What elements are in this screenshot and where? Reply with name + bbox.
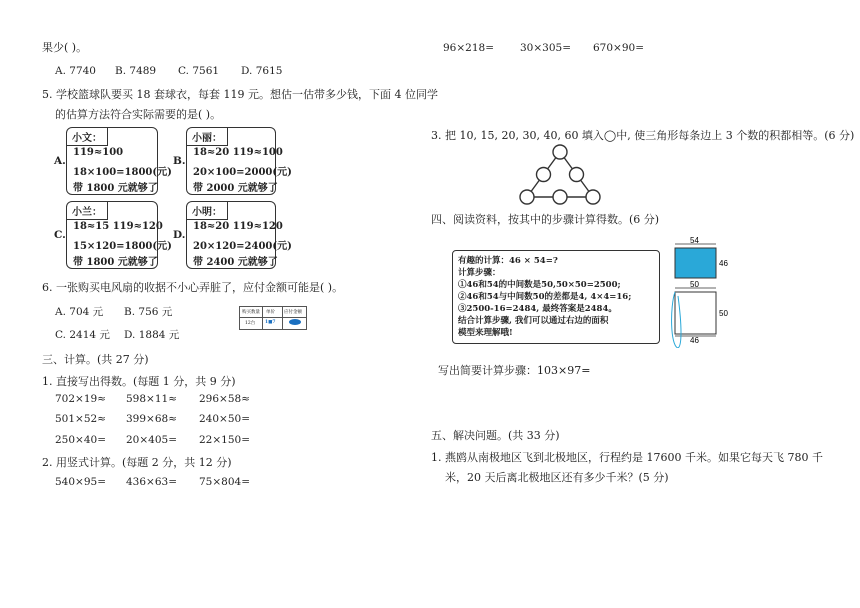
card-line: 18≈20 119≈100: [193, 147, 283, 158]
area-model-diagram: [668, 236, 738, 348]
triangle-circle-diagram: [515, 142, 605, 208]
card-line: 带 1800 元就够了: [73, 257, 158, 268]
student-name: 小明：: [187, 202, 228, 220]
card-line: 18×100=1800(元): [73, 167, 172, 178]
question-5-line-1: 5. 学校篮球队要买 18 套球衣，每套 119 元。想估一估带多少钱，下面 4 位同学: [42, 88, 438, 101]
q6-option-c: C. 2414 元: [55, 329, 110, 341]
q6-option-d: D. 1884 元: [124, 329, 180, 341]
student-name: 小文：: [67, 128, 108, 146]
q4-option-c: C. 7561: [178, 65, 220, 77]
calc-question-1-title: 1. 直接写出得数。(每题 1 分，共 9 分): [42, 375, 236, 388]
vertical-calc: 96×218=: [443, 42, 494, 54]
area-rect-54x46: [675, 248, 716, 278]
estimate-card-c: [66, 201, 172, 269]
receipt-price: 1■7: [265, 320, 276, 325]
q4-option-b: B. 7489: [115, 65, 157, 77]
receipt-header-total: 应付金额: [284, 310, 302, 315]
q6-option-a: A. 704 元: [55, 306, 104, 318]
oral-calc: 250×40=: [55, 434, 106, 446]
oral-calc: 702×19≈: [55, 393, 106, 405]
question-5-line-2: 的估算方法符合实际需要的是( )。: [55, 108, 222, 121]
vertical-calc: 75×804=: [199, 476, 250, 488]
steps-prompt: 写出简要计算步骤：103×97=: [438, 364, 591, 377]
option-b-label: B.: [173, 155, 186, 167]
q4-option-a: A. 7740: [55, 65, 96, 77]
section-4-title: 四、阅读资料，按其中的步骤计算得数。(6 分): [431, 213, 660, 226]
option-a-label: A.: [54, 155, 66, 167]
model-label-46: 46: [690, 336, 699, 345]
vertical-calc: 670×90=: [593, 42, 644, 54]
question-6: 6. 一张购买电风扇的收据不小心弄脏了，应付金额可能是( )。: [42, 281, 344, 294]
vertical-calc: 30×305=: [520, 42, 571, 54]
card-line: 18≈20 119≈120: [193, 221, 283, 232]
problem-1-line-2: 米，20 天后离北极地区还有多少千米？(5 分): [445, 471, 669, 484]
section-3-title: 三、计算。(共 27 分): [42, 353, 149, 366]
option-c-label: C.: [54, 229, 66, 241]
oral-calc: 598×11≈: [126, 393, 177, 405]
estimate-card-b: [186, 127, 292, 195]
vertical-calc: 436×63=: [126, 476, 177, 488]
q6-option-b: B. 756 元: [124, 306, 173, 318]
info-line: 模型来理解哦!: [458, 328, 513, 338]
receipt-table: [239, 306, 307, 330]
oral-calc: 240×50=: [199, 413, 250, 425]
card-line: 带 2400 元就够了: [193, 257, 278, 268]
card-line: 119≈100: [73, 147, 124, 158]
question-3: 3. 把 10, 15, 20, 30, 40, 60 填入◯中, 使三角形每条边上 3 个数的积都相等。(6 分): [431, 129, 855, 142]
section-5-title: 五、解决问题。(共 33 分): [431, 429, 560, 442]
info-line: ①46和54的中间数是50,50×50=2500;: [458, 280, 621, 290]
oral-calc: 22×150=: [199, 434, 250, 446]
student-name: 小兰：: [67, 202, 108, 220]
student-name: 小丽：: [187, 128, 228, 146]
info-line: 结合计算步骤, 我们可以通过右边的面积: [458, 316, 609, 326]
q4-option-d: D. 7615: [241, 65, 283, 77]
card-line: 带 1800 元就够了: [73, 183, 158, 194]
option-d-label: D.: [173, 229, 186, 241]
model-label-50: 50: [719, 309, 728, 318]
card-line: 带 2000 元就够了: [193, 183, 278, 194]
vertical-calc: 540×95=: [55, 476, 106, 488]
estimate-card-a: [66, 127, 172, 195]
ink-stain: [289, 319, 301, 325]
receipt-header-price: 单价: [266, 310, 275, 315]
question-4-continuation: 果少( )。: [42, 41, 88, 54]
card-line: 15×120=1800(元): [73, 241, 172, 252]
info-line: 有趣的计算：46 × 54=?: [458, 256, 558, 266]
card-line: 20×120=2400(元): [193, 241, 292, 252]
oral-calc: 501×52≈: [55, 413, 106, 425]
oral-calc: 296×58≈: [199, 393, 250, 405]
model-label-50: 50: [690, 280, 699, 289]
model-label-54: 54: [690, 236, 699, 245]
receipt-header-qty: 购买数量: [242, 310, 260, 315]
oral-calc: 399×68≈: [126, 413, 177, 425]
estimate-card-d: [186, 201, 292, 269]
receipt-qty: 12台: [245, 321, 256, 326]
info-card: [452, 250, 660, 344]
info-line: ③2500-16=2484, 最终答案是2484。: [458, 304, 617, 314]
info-line: ②46和54与中间数50的差都是4, 4×4=16;: [458, 292, 632, 302]
calc-question-2-title: 2. 用竖式计算。(每题 2 分，共 12 分): [42, 456, 232, 469]
problem-1-line-1: 1. 燕鸥从南极地区飞到北极地区，行程约是 17600 千米。如果它每天飞 780 千: [431, 451, 823, 464]
card-line: 20×100=2000(元): [193, 167, 292, 178]
info-line: 计算步骤：: [458, 268, 501, 278]
model-label-46: 46: [719, 259, 728, 268]
oral-calc: 20×405=: [126, 434, 177, 446]
card-line: 18≈15 119≈120: [73, 221, 163, 232]
